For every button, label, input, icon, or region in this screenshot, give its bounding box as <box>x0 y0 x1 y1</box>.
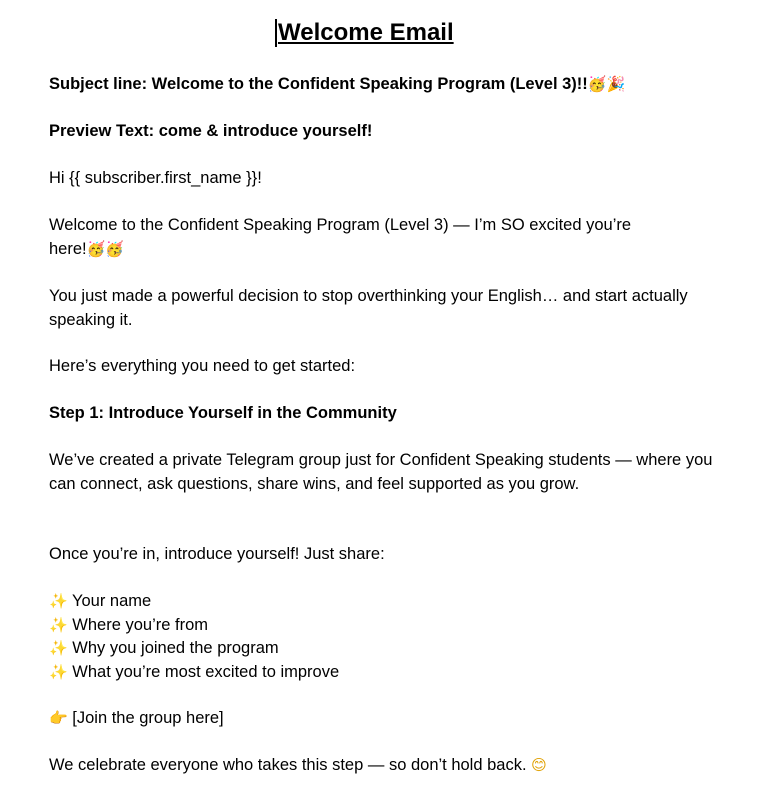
celebrate-paragraph[interactable] <box>49 754 739 778</box>
list-item-text: Why you joined the program <box>72 639 279 657</box>
welcome-paragraph[interactable] <box>49 214 739 261</box>
list-item[interactable] <box>49 614 739 638</box>
celebrate-text: We celebrate everyone who takes this step — so don’t hold back. <box>49 756 527 774</box>
text-cursor <box>275 19 277 47</box>
partying-face-icon: 🥳🥳 <box>86 239 124 258</box>
join-group-link[interactable] <box>49 707 739 731</box>
telegram-paragraph[interactable]: We’ve created a private Telegram group just for Confident Speaking students — where you can connect, ask questions, share wins, and feel supported as you grow. <box>49 451 713 493</box>
smiling-face-icon: 😊 <box>531 756 547 774</box>
join-group-text: [Join the group here] <box>72 709 224 727</box>
list-item[interactable] <box>49 661 739 685</box>
step1-heading[interactable]: Step 1: Introduce Yourself in the Community <box>49 404 397 422</box>
party-icon: 🥳🎉 <box>587 75 626 93</box>
welcome-line-1: Welcome to the Confident Speaking Program (Level 3) — I’m SO excited you’re <box>49 216 632 234</box>
sparkles-icon: ✨ <box>49 639 68 657</box>
subject-line[interactable] <box>49 73 739 97</box>
subject-line-text: Subject line: Welcome to the Confident Speaking Program (Level 3)!! <box>49 75 588 93</box>
document-title[interactable]: Welcome Email <box>278 19 454 46</box>
list-item[interactable] <box>49 637 739 661</box>
list-item-text: What you’re most excited to improve <box>72 662 340 681</box>
list-item[interactable] <box>49 590 739 614</box>
sparkles-icon: ✨ <box>49 662 68 681</box>
sparkles-icon: ✨ <box>49 615 68 634</box>
once-paragraph[interactable]: Once you’re in, introduce yourself! Just share: <box>49 545 385 563</box>
list-item-text: Your name <box>71 592 152 610</box>
everything-paragraph[interactable]: Here’s everything you need to get started: <box>49 357 356 375</box>
decision-paragraph[interactable]: You just made a powerful decision to stop overthinking your English… and start actually speaking it. <box>49 287 688 329</box>
sparkles-icon: ✨ <box>49 592 68 610</box>
share-list <box>49 590 739 684</box>
welcome-line-2: here! <box>49 239 87 258</box>
list-item-text: Where you’re from <box>72 615 208 634</box>
pointing-finger-icon: 👉 <box>49 709 68 727</box>
preview-text[interactable]: Preview Text: come & introduce yourself! <box>49 122 373 140</box>
greeting[interactable]: Hi {{ subscriber.first_name }}! <box>49 169 262 187</box>
